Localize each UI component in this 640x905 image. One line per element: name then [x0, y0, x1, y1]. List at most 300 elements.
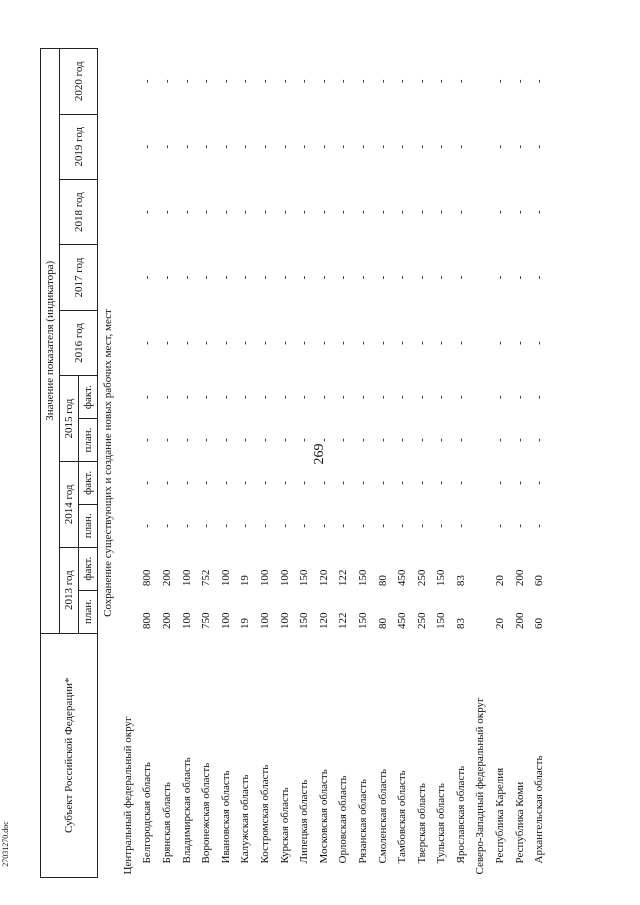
value-dash: - [278, 438, 291, 442]
value-dash: - [376, 523, 389, 528]
value-dash: - [180, 210, 193, 214]
value-dash: - [337, 341, 350, 345]
value-dash: - [219, 144, 232, 149]
value-fact-2013: 122 [337, 569, 350, 587]
value-dash: - [200, 144, 213, 149]
region-name: Владимирская область [180, 757, 193, 864]
value-dash: - [396, 523, 409, 528]
value-fact-2013: 450 [396, 569, 409, 587]
value-dash: - [494, 523, 507, 528]
value-dash: - [239, 523, 252, 528]
value-dash: - [258, 210, 271, 214]
header-year-2019: 2019 год [60, 114, 98, 179]
value-dash: - [239, 438, 252, 442]
table-row [529, 49, 549, 878]
value-dash: - [435, 481, 448, 485]
value-dash: - [219, 79, 232, 84]
value-dash [118, 504, 138, 547]
value-fact-2013: 150 [356, 569, 369, 587]
table-rows [118, 49, 549, 878]
region-name: Московская область [317, 769, 330, 864]
value-dash [118, 376, 138, 419]
value-fact-2013: 83 [454, 575, 467, 587]
rotated-table-container [40, 48, 615, 878]
value-dash: - [494, 275, 507, 280]
value-dash: - [356, 341, 369, 345]
table-row [314, 49, 334, 878]
value-dash: - [396, 210, 409, 214]
table-row [490, 49, 510, 878]
header-year-2017: 2017 год [60, 245, 98, 310]
value-plan-2013: 83 [454, 618, 467, 630]
value-fact-2013: 120 [317, 569, 330, 587]
value-dash: - [258, 481, 271, 485]
header-year-2020: 2020 год [60, 49, 98, 115]
region-name: Тамбовская область [396, 770, 409, 864]
region-name: Смоленская область [376, 768, 389, 864]
value-dash: - [356, 438, 369, 442]
region-name: Архангельская область [533, 755, 546, 864]
value-plan-2013: 200 [160, 612, 173, 630]
value-dash: - [396, 395, 409, 399]
value-dash: - [219, 523, 232, 528]
value-dash: - [396, 341, 409, 345]
value-plan-2013: 150 [356, 612, 369, 630]
value-dash: - [219, 438, 232, 442]
value-dash: - [160, 79, 173, 84]
value-dash [471, 419, 491, 462]
value-dash [118, 461, 138, 504]
value-dash: - [141, 341, 154, 345]
table-row [275, 49, 295, 878]
value-dash: - [454, 395, 467, 399]
page-number: 269 [312, 443, 327, 465]
header-year-2018: 2018 год [60, 179, 98, 244]
value-dash: - [258, 275, 271, 280]
value-dash: - [239, 395, 252, 399]
table-row [471, 49, 491, 878]
value-dash: - [258, 144, 271, 149]
value-dash: - [180, 395, 193, 399]
value-dash: - [141, 438, 154, 442]
region-name: Орловская область [337, 775, 350, 864]
table-row [157, 49, 177, 878]
region-name: Ивановская область [219, 770, 232, 864]
value-dash: - [258, 523, 271, 528]
value-plan-2013 [118, 590, 138, 633]
header-year-2014: 2014 год [60, 461, 79, 547]
value-dash: - [454, 523, 467, 528]
value-dash: - [239, 275, 252, 280]
value-dash: - [239, 144, 252, 149]
value-dash: - [454, 79, 467, 84]
value-dash: - [435, 210, 448, 214]
value-dash: - [239, 341, 252, 345]
value-plan-2013: 750 [200, 612, 213, 630]
value-dash: - [160, 144, 173, 149]
value-dash: - [200, 341, 213, 345]
value-dash: - [200, 395, 213, 399]
value-dash: - [513, 438, 526, 442]
value-dash: - [415, 275, 428, 280]
value-dash: - [180, 481, 193, 485]
value-fact-2013: 100 [258, 569, 271, 587]
value-dash: - [533, 275, 546, 280]
value-dash: - [376, 481, 389, 485]
value-fact-2013 [471, 547, 491, 590]
value-dash: - [337, 523, 350, 528]
value-dash: - [141, 481, 154, 485]
value-fact-2013: 752 [200, 569, 213, 587]
value-dash: - [376, 341, 389, 345]
value-fact-2013: 150 [298, 569, 311, 587]
value-plan-2013: 100 [278, 612, 291, 630]
value-dash: - [160, 341, 173, 345]
value-dash: - [337, 481, 350, 485]
table-row [432, 49, 452, 878]
value-fact-2013: 200 [513, 569, 526, 587]
value-dash: - [415, 144, 428, 149]
table-row [138, 49, 158, 878]
header-year-2016: 2016 год [60, 310, 98, 375]
value-fact-2013: 20 [494, 575, 507, 587]
table-row [236, 49, 256, 878]
value-dash [118, 49, 138, 115]
value-dash: - [141, 395, 154, 399]
value-dash: - [298, 481, 311, 485]
value-dash: - [200, 438, 213, 442]
footer-filename: 27031270.doc [1, 821, 10, 867]
value-dash [471, 114, 491, 179]
value-dash: - [141, 144, 154, 149]
value-dash: - [219, 395, 232, 399]
region-name: Республика Коми [513, 781, 526, 864]
value-dash: - [298, 438, 311, 442]
value-dash: - [396, 275, 409, 280]
value-dash: - [454, 144, 467, 149]
value-dash: - [356, 79, 369, 84]
value-dash [118, 245, 138, 310]
value-dash: - [415, 395, 428, 399]
value-dash [471, 504, 491, 547]
header-subject: Субъект Российской Федерации* [41, 633, 98, 877]
value-dash: - [278, 481, 291, 485]
value-dash: - [454, 210, 467, 214]
value-dash: - [298, 395, 311, 399]
value-dash: - [317, 523, 330, 528]
value-dash: - [513, 210, 526, 214]
value-dash: - [494, 210, 507, 214]
indicator-table [40, 48, 549, 878]
value-dash: - [533, 481, 546, 485]
value-dash: - [513, 144, 526, 149]
value-dash: - [239, 210, 252, 214]
value-dash: - [513, 523, 526, 528]
region-name: Белгородская область [141, 762, 154, 864]
value-dash: - [396, 144, 409, 149]
value-dash: - [513, 275, 526, 280]
value-dash: - [160, 210, 173, 214]
value-plan-2013: 150 [435, 612, 448, 630]
value-dash: - [317, 395, 330, 399]
value-dash [471, 49, 491, 115]
value-dash: - [258, 438, 271, 442]
value-dash: - [337, 79, 350, 84]
value-dash: - [180, 523, 193, 528]
value-plan-2013 [471, 590, 491, 633]
value-dash: - [200, 481, 213, 485]
value-dash [118, 419, 138, 462]
value-dash: - [298, 523, 311, 528]
value-dash [118, 114, 138, 179]
value-dash: - [258, 79, 271, 84]
value-plan-2013: 60 [533, 618, 546, 630]
region-name: Республика Карелия [494, 767, 507, 864]
value-dash: - [454, 438, 467, 442]
table-body [98, 49, 119, 878]
value-dash: - [141, 275, 154, 280]
value-dash: - [435, 395, 448, 399]
value-dash: - [298, 341, 311, 345]
value-dash: - [435, 275, 448, 280]
value-plan-2013: 100 [180, 612, 193, 630]
value-plan-2013: 120 [317, 612, 330, 630]
region-name: Воронежская область [200, 762, 213, 864]
value-dash: - [376, 79, 389, 84]
region-name: Тверская область [415, 783, 428, 864]
district-name: Центральный федеральный округ [121, 716, 134, 875]
value-dash: - [435, 79, 448, 84]
value-dash: - [317, 481, 330, 485]
value-dash: - [533, 79, 546, 84]
value-dash: - [258, 341, 271, 345]
value-dash: - [278, 275, 291, 280]
header-plan-2015: план. [79, 419, 98, 462]
value-dash: - [200, 523, 213, 528]
value-dash: - [454, 341, 467, 345]
value-plan-2013: 200 [513, 612, 526, 630]
value-plan-2013: 150 [298, 612, 311, 630]
value-dash: - [200, 275, 213, 280]
value-dash: - [337, 144, 350, 149]
value-dash: - [415, 341, 428, 345]
value-dash: - [533, 438, 546, 442]
value-dash: - [200, 210, 213, 214]
value-dash: - [435, 144, 448, 149]
table-row [412, 49, 432, 878]
table-row [353, 49, 373, 878]
value-dash [471, 179, 491, 244]
table-row [196, 49, 216, 878]
value-dash: - [513, 395, 526, 399]
value-dash: - [278, 79, 291, 84]
value-dash: - [356, 144, 369, 149]
region-name: Рязанская область [356, 778, 369, 864]
header-plan-2014: план. [79, 504, 98, 547]
value-dash: - [494, 481, 507, 485]
value-plan-2013: 20 [494, 618, 507, 630]
value-dash: - [337, 210, 350, 214]
value-dash: - [317, 210, 330, 214]
value-dash: - [494, 144, 507, 149]
value-fact-2013: 100 [219, 569, 232, 587]
value-plan-2013: 19 [239, 618, 252, 630]
value-dash: - [533, 395, 546, 399]
value-dash: - [219, 341, 232, 345]
value-dash [118, 310, 138, 375]
value-dash: - [376, 438, 389, 442]
value-dash: - [200, 79, 213, 84]
value-fact-2013: 80 [376, 575, 389, 587]
value-dash: - [356, 395, 369, 399]
value-fact-2013: 200 [160, 569, 173, 587]
header-indicator: Значение показателя (индикатора) [41, 49, 60, 634]
value-dash: - [258, 395, 271, 399]
value-dash: - [415, 210, 428, 214]
value-dash: - [513, 481, 526, 485]
value-dash: - [180, 144, 193, 149]
value-dash [118, 179, 138, 244]
value-dash: - [513, 341, 526, 345]
value-dash: - [356, 523, 369, 528]
value-plan-2013: 100 [219, 612, 232, 630]
region-name: Калужская область [239, 774, 252, 864]
value-dash: - [298, 210, 311, 214]
value-fact-2013: 100 [278, 569, 291, 587]
value-dash: - [239, 481, 252, 485]
value-dash: - [160, 275, 173, 280]
section-title: Сохранение существующих и создание новых рабочих мест, мест [102, 309, 114, 617]
value-dash: - [180, 79, 193, 84]
value-dash [471, 245, 491, 310]
value-plan-2013: 250 [415, 612, 428, 630]
value-fact-2013: 60 [533, 575, 546, 587]
header-fact-2014: факт. [79, 461, 98, 504]
value-fact-2013 [118, 547, 138, 590]
value-dash: - [337, 438, 350, 442]
value-dash: - [376, 275, 389, 280]
value-fact-2013: 19 [239, 575, 252, 587]
value-dash: - [396, 438, 409, 442]
value-dash: - [278, 341, 291, 345]
value-dash: - [219, 210, 232, 214]
region-name: Курская область [278, 787, 291, 864]
value-dash [471, 310, 491, 375]
value-plan-2013: 450 [396, 612, 409, 630]
value-dash: - [278, 210, 291, 214]
value-dash [471, 376, 491, 419]
value-dash: - [435, 341, 448, 345]
table-row [177, 49, 197, 878]
value-dash: - [337, 395, 350, 399]
value-dash: - [160, 395, 173, 399]
value-dash: - [513, 79, 526, 84]
table-row [216, 49, 236, 878]
value-dash: - [396, 79, 409, 84]
value-dash: - [180, 438, 193, 442]
value-dash: - [494, 395, 507, 399]
table-row [510, 49, 530, 878]
value-dash: - [533, 523, 546, 528]
value-dash: - [160, 523, 173, 528]
header-year-2015: 2015 год [60, 376, 79, 462]
value-dash: - [454, 275, 467, 280]
value-plan-2013: 100 [258, 612, 271, 630]
value-dash: - [356, 481, 369, 485]
value-dash: - [141, 79, 154, 84]
value-dash: - [298, 79, 311, 84]
value-dash: - [337, 275, 350, 280]
value-fact-2013: 100 [180, 569, 193, 587]
value-dash [471, 461, 491, 504]
value-fact-2013: 250 [415, 569, 428, 587]
table-row [392, 49, 412, 878]
value-dash: - [278, 523, 291, 528]
value-dash: - [317, 438, 330, 442]
value-dash: - [278, 395, 291, 399]
table-row [373, 49, 393, 878]
value-dash: - [298, 144, 311, 149]
table-row [294, 49, 314, 878]
value-dash: - [494, 79, 507, 84]
region-name: Тульская область [435, 783, 448, 864]
value-dash: - [396, 481, 409, 485]
value-dash: - [415, 523, 428, 528]
value-dash: - [533, 210, 546, 214]
value-dash: - [317, 275, 330, 280]
value-dash: - [317, 79, 330, 84]
value-dash: - [533, 144, 546, 149]
table-row [451, 49, 471, 878]
header-year-2013: 2013 год [60, 547, 79, 633]
value-dash: - [317, 341, 330, 345]
value-dash: - [219, 481, 232, 485]
value-dash: - [415, 481, 428, 485]
value-dash: - [494, 438, 507, 442]
value-dash: - [435, 438, 448, 442]
value-dash: - [454, 481, 467, 485]
value-dash: - [141, 210, 154, 214]
value-dash: - [239, 79, 252, 84]
value-dash: - [180, 275, 193, 280]
value-plan-2013: 122 [337, 612, 350, 630]
region-name: Ярославская область [454, 765, 467, 864]
value-dash: - [298, 275, 311, 280]
value-dash: - [376, 395, 389, 399]
value-dash: - [415, 79, 428, 84]
header-fact-2013: факт. [79, 547, 98, 590]
region-name: Костромская область [258, 764, 271, 864]
value-dash: - [356, 275, 369, 280]
value-fact-2013: 150 [435, 569, 448, 587]
header-fact-2015: факт. [79, 376, 98, 419]
table-header [41, 49, 98, 878]
value-dash: - [141, 523, 154, 528]
value-dash: - [219, 275, 232, 280]
value-dash: - [356, 210, 369, 214]
value-dash: - [317, 144, 330, 149]
table-row [255, 49, 275, 878]
region-name: Липецкая область [298, 779, 311, 864]
value-dash: - [494, 341, 507, 345]
value-dash: - [376, 210, 389, 214]
value-dash: - [376, 144, 389, 149]
header-plan-2013: план. [79, 590, 98, 633]
region-name: Брянская область [160, 782, 173, 864]
value-plan-2013: 800 [141, 612, 154, 630]
table-row [118, 49, 138, 878]
value-plan-2013: 80 [376, 618, 389, 630]
